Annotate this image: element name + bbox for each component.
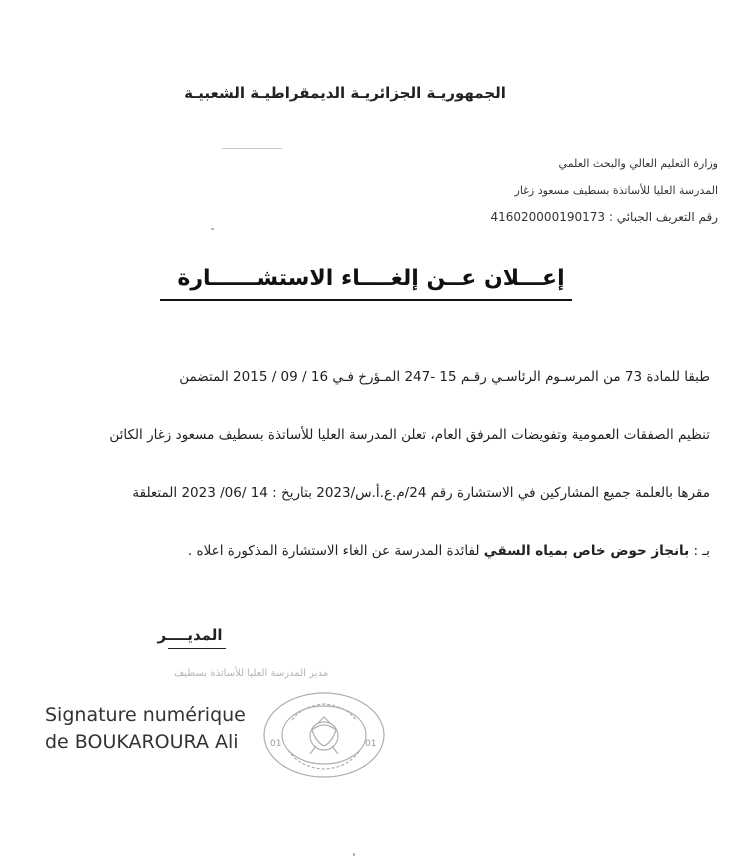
announcement-body bbox=[20, 362, 710, 594]
title-underline bbox=[160, 299, 572, 301]
scan-mark bbox=[222, 148, 282, 149]
stamp-number-left: 01 bbox=[270, 739, 282, 749]
announcement-title: إعـــلان عــن إلغــــاء الاستشــــــارة bbox=[177, 266, 565, 291]
official-stamp bbox=[258, 690, 390, 780]
tax-id-label: رقم التعريف الجبائي : bbox=[608, 210, 718, 224]
school-name: المدرسة العليا للأساتذة بسطيف مسعود زغار bbox=[514, 184, 718, 197]
republic-heading: الجمهوريـة الجزائريـة الديمقراطيـة الشعبيـة bbox=[184, 84, 506, 102]
digital-signature bbox=[45, 702, 275, 756]
project-name: بانجاز حوض خاص بمياه السقي bbox=[483, 543, 690, 559]
tax-id-row bbox=[298, 204, 718, 231]
body-line: تنظيم الصفقات العمومية وتفويضات المرفق العام، تعلن المدرسة العليا للأساتذة بسطيف مسعود زغار الكائن bbox=[109, 427, 710, 443]
signature-line: Signature numérique bbox=[45, 704, 246, 726]
body-line-prefix: بـ : bbox=[689, 543, 710, 559]
stamp-number-right: 01 bbox=[365, 739, 377, 749]
body-line bbox=[20, 536, 710, 594]
issuer-block bbox=[298, 150, 718, 231]
stamp-icon bbox=[258, 690, 390, 780]
faint-seal-text: مدير المدرسة العليا للأساتذة بسطيف bbox=[173, 668, 328, 679]
body-line: طبقا للمادة 73 من المرسـوم الرئاسـي رقـم 15 -247 المـؤرخ فـي 16 / 09 / 2015 المتضمن bbox=[179, 369, 710, 385]
director-underline bbox=[168, 648, 226, 649]
body-line: مقرها بالعلمة جميع المشاركين في الاستشارة رقم 24/م.ع.أ.س/2023 بتاريخ : 14 /06/ 2023 المتعلقة bbox=[132, 485, 710, 501]
director-title: المديــــر bbox=[157, 626, 223, 644]
scan-speck bbox=[353, 853, 355, 856]
signature-line: de BOUKAROURA Ali bbox=[45, 731, 239, 753]
body-line-suffix: لفائدة المدرسة عن الغاء الاستشارة المذكورة اعلاه . bbox=[187, 543, 484, 559]
tax-id-value: 416020000190173 bbox=[490, 210, 606, 224]
scan-speck bbox=[211, 228, 214, 230]
ministry-name: وزارة التعليم العالي والبحث العلمي bbox=[558, 157, 718, 170]
